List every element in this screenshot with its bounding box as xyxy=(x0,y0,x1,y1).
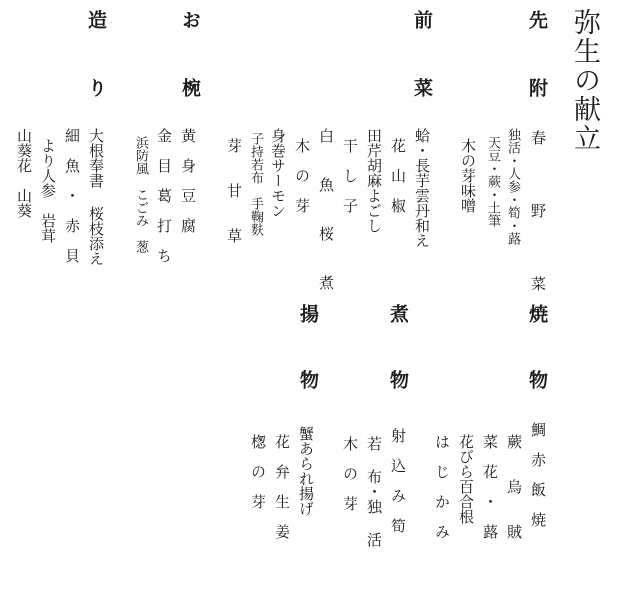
menu-item: 菜 花 ・ 蕗 xyxy=(481,434,499,539)
menu-item: 春 野 菜 xyxy=(529,130,547,311)
menu-item: 干 し 子 xyxy=(341,138,359,213)
menu-item: 木 の 芽 xyxy=(341,436,359,511)
menu-item: 天豆・蕨・土筆 xyxy=(485,136,500,227)
menu-item: 独活・人参・筍・蕗 xyxy=(505,128,520,245)
menu-item: 大根奉書 桜枝添え xyxy=(87,128,105,266)
menu-item: 蟹あられ揚げ xyxy=(297,426,315,516)
menu-item: 射 込 み 筍 xyxy=(389,428,407,533)
section-heading: り xyxy=(85,78,107,98)
menu-item: より人参 岩茸 xyxy=(39,138,57,243)
menu-item: 芽 甘 草 xyxy=(225,138,243,243)
menu-item: 田芹胡麻よごし xyxy=(365,128,383,233)
menu-item: 蕨 烏 賊 xyxy=(505,434,523,539)
menu-item: 身巻サーモン xyxy=(269,128,287,218)
menu-item: 金 目 葛 打 ち xyxy=(155,128,173,263)
menu-item: 黄 身 豆 腐 xyxy=(179,128,197,233)
section-heading: 煮 xyxy=(387,304,409,324)
menu-item: 子持若布 手鞠麩 xyxy=(248,132,263,236)
menu-item: 木 の 芽 xyxy=(293,138,311,213)
section-heading: お xyxy=(179,10,201,30)
section-heading: 焼 xyxy=(526,304,548,324)
section-heading: 物 xyxy=(526,370,548,390)
menu-item: 細 魚 ・ 赤 貝 xyxy=(63,128,81,263)
section-heading: 先 xyxy=(526,10,548,30)
menu-item: 花 弁 生 姜 xyxy=(273,434,291,539)
section-heading: 造 xyxy=(85,10,107,30)
menu-item: 花 山 椒 xyxy=(389,138,407,213)
section-heading: 揚 xyxy=(297,304,319,324)
section-heading: 菜 xyxy=(411,78,433,98)
menu-item: 蛤・長芋雲丹和え xyxy=(413,128,431,248)
menu-item: 鯛 赤 飯 焼 xyxy=(529,422,547,527)
menu-item: 山葵花 山葵 xyxy=(15,128,33,218)
menu-item: 楤 の 芽 xyxy=(249,434,267,509)
section-heading: 物 xyxy=(387,370,409,390)
section-heading: 附 xyxy=(526,78,548,98)
menu-item: 白 魚 桜 煮 xyxy=(317,128,335,298)
menu-item: 木の芽味噌 xyxy=(459,138,477,213)
section-heading: 椀 xyxy=(179,78,201,98)
menu-item: 花びら百合根 xyxy=(457,434,475,524)
menu-item: 若 布・独 活 xyxy=(365,436,383,547)
section-heading: 前 xyxy=(411,10,433,30)
menu-title: 弥生の献立 xyxy=(569,8,600,153)
section-heading: 物 xyxy=(297,370,319,390)
menu-item: 浜防風 こごみ 葱 xyxy=(133,136,148,253)
menu-item: は じ か み xyxy=(433,434,451,539)
